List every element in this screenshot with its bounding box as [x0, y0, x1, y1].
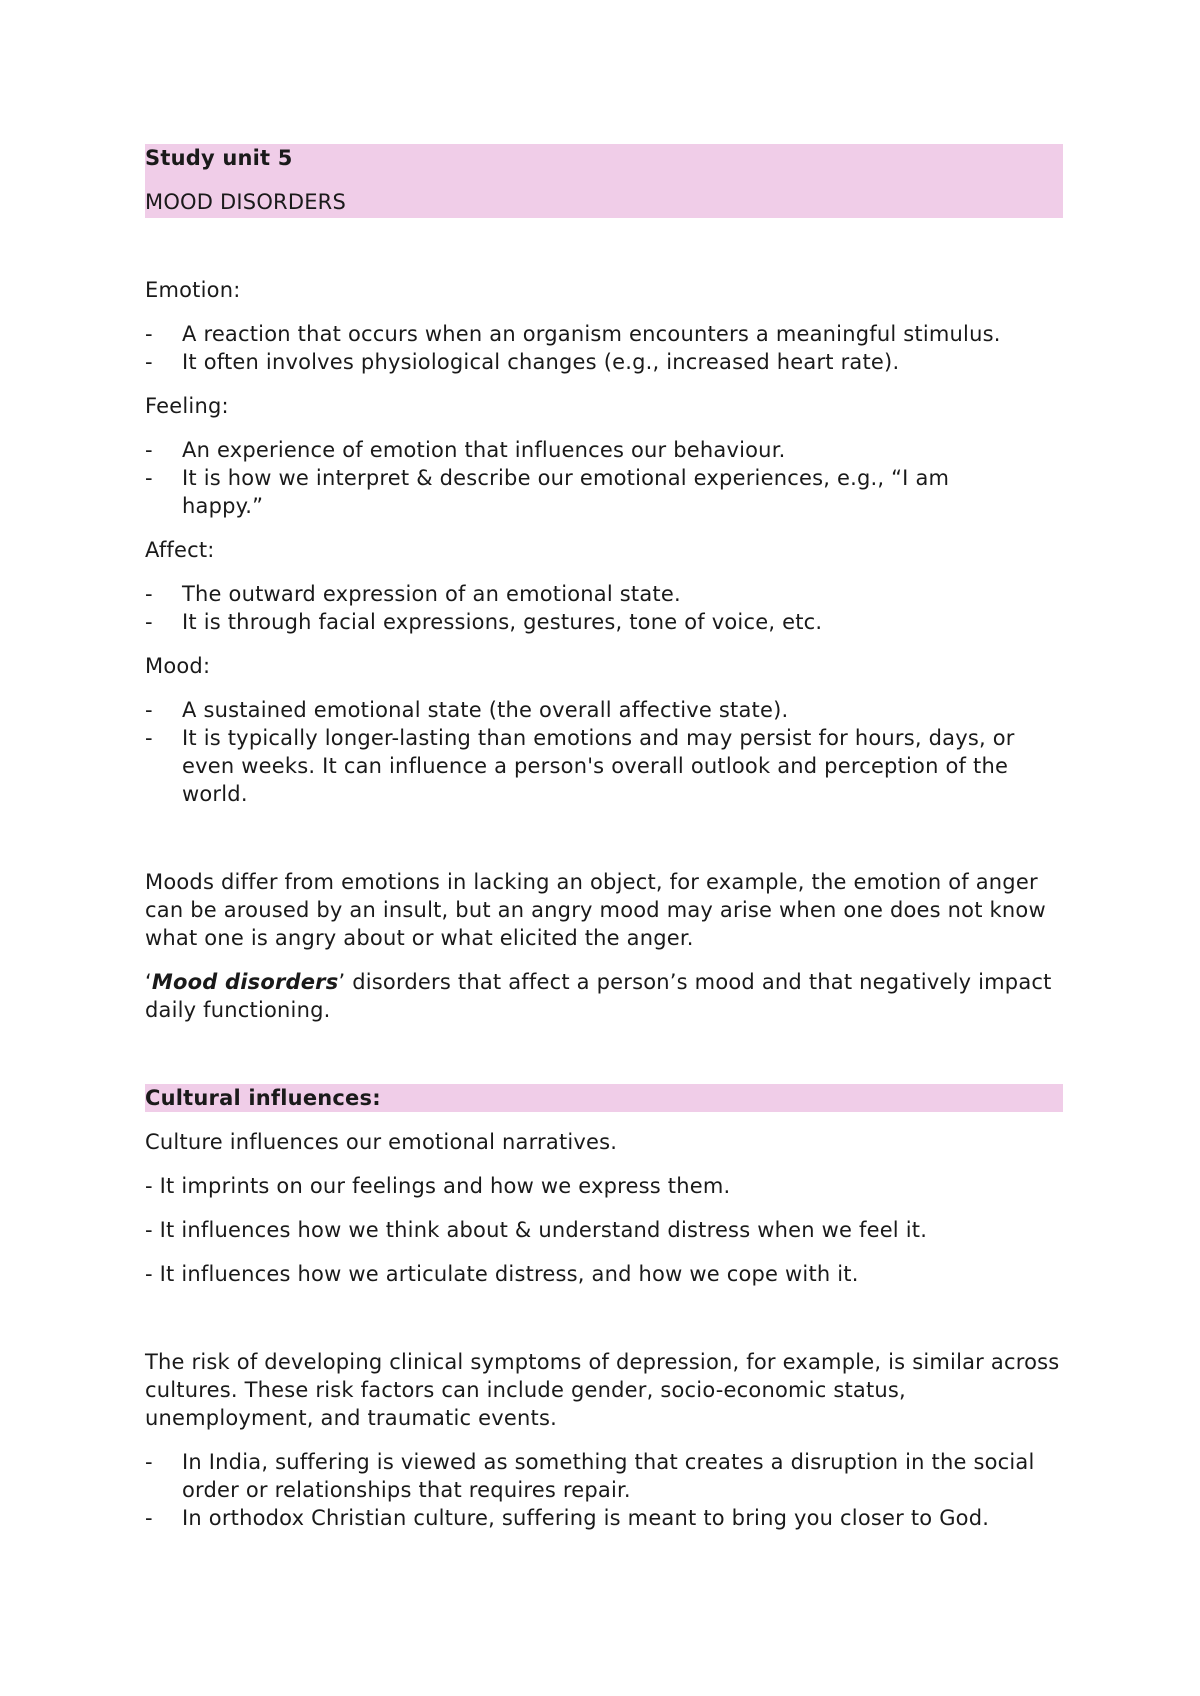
list-item: - An experience of emotion that influences our behaviour.: [145, 436, 1063, 464]
cultural-line: - It imprints on our feelings and how we express them.: [145, 1174, 731, 1198]
cultural-influences-heading: Cultural influences:: [145, 1084, 1063, 1112]
topic-title: MOOD DISORDERS: [145, 190, 346, 214]
list-item: - It is through facial expressions, gestures, tone of voice, etc.: [145, 608, 1063, 636]
moods-paragraph: Moods differ from emotions in lacking an object, for example, the emotion of anger can be aroused by an insult, but an angry mood may arise when one does not know what one is angry about or what elicited the anger.: [145, 870, 1046, 950]
list-item: - It often involves physiological changes (e.g., increased heart rate).: [145, 348, 1063, 376]
term-label: Feeling:: [145, 394, 229, 418]
mood-disorders-term: Mood disorders: [151, 970, 339, 994]
list-item: - A reaction that occurs when an organism encounters a meaningful stimulus.: [145, 320, 1063, 348]
list-item: - The outward expression of an emotional state.: [145, 580, 1063, 608]
title-block: [145, 144, 1063, 218]
definition-list: [145, 696, 1063, 808]
definition-feeling: [145, 392, 1063, 520]
term-label: Affect:: [145, 538, 215, 562]
definition-list: [145, 436, 1063, 520]
list-item: - In orthodox Christian culture, suffering is meant to bring you closer to God.: [145, 1504, 1063, 1532]
definition-list: [145, 320, 1063, 376]
cultural-intro: Culture influences our emotional narratives.: [145, 1130, 618, 1154]
definition-affect: [145, 536, 1063, 636]
list-item: - It is typically longer-lasting than emotions and may persist for hours, days, or even weeks. It can influence a person's overall outlook and perception of the world.: [145, 724, 1063, 808]
definition-emotion: [145, 276, 1063, 376]
list-item: - In India, suffering is viewed as something that creates a disruption in the social order or relationships that requires repair.: [145, 1448, 1063, 1504]
definition-list: [145, 580, 1063, 636]
term-label: Mood:: [145, 654, 211, 678]
mood-disorders-definition: [145, 968, 1063, 1024]
mood-disorders-rest: ’ disorders that affect a person’s mood and that negatively impact daily functioning.: [145, 970, 1052, 1022]
study-unit-title: Study unit 5: [145, 146, 293, 170]
list-item: - It is how we interpret & describe our emotional experiences, e.g., “I am happy.”: [145, 464, 1063, 520]
cultural-line: - It influences how we articulate distress, and how we cope with it.: [145, 1262, 859, 1286]
risk-paragraph: The risk of developing clinical symptoms of depression, for example, is similar across cultures. These risk factors can include gender, socio-economic status, unemployment, and traumatic events.: [145, 1350, 1060, 1430]
document-page: [145, 144, 1063, 1532]
open-quote: ‘: [145, 970, 152, 994]
cultural-line: - It influences how we think about & understand distress when we feel it.: [145, 1218, 928, 1242]
culture-examples-list: [145, 1448, 1063, 1532]
term-label: Emotion:: [145, 278, 241, 302]
definition-mood: [145, 652, 1063, 808]
list-item: - A sustained emotional state (the overall affective state).: [145, 696, 1063, 724]
